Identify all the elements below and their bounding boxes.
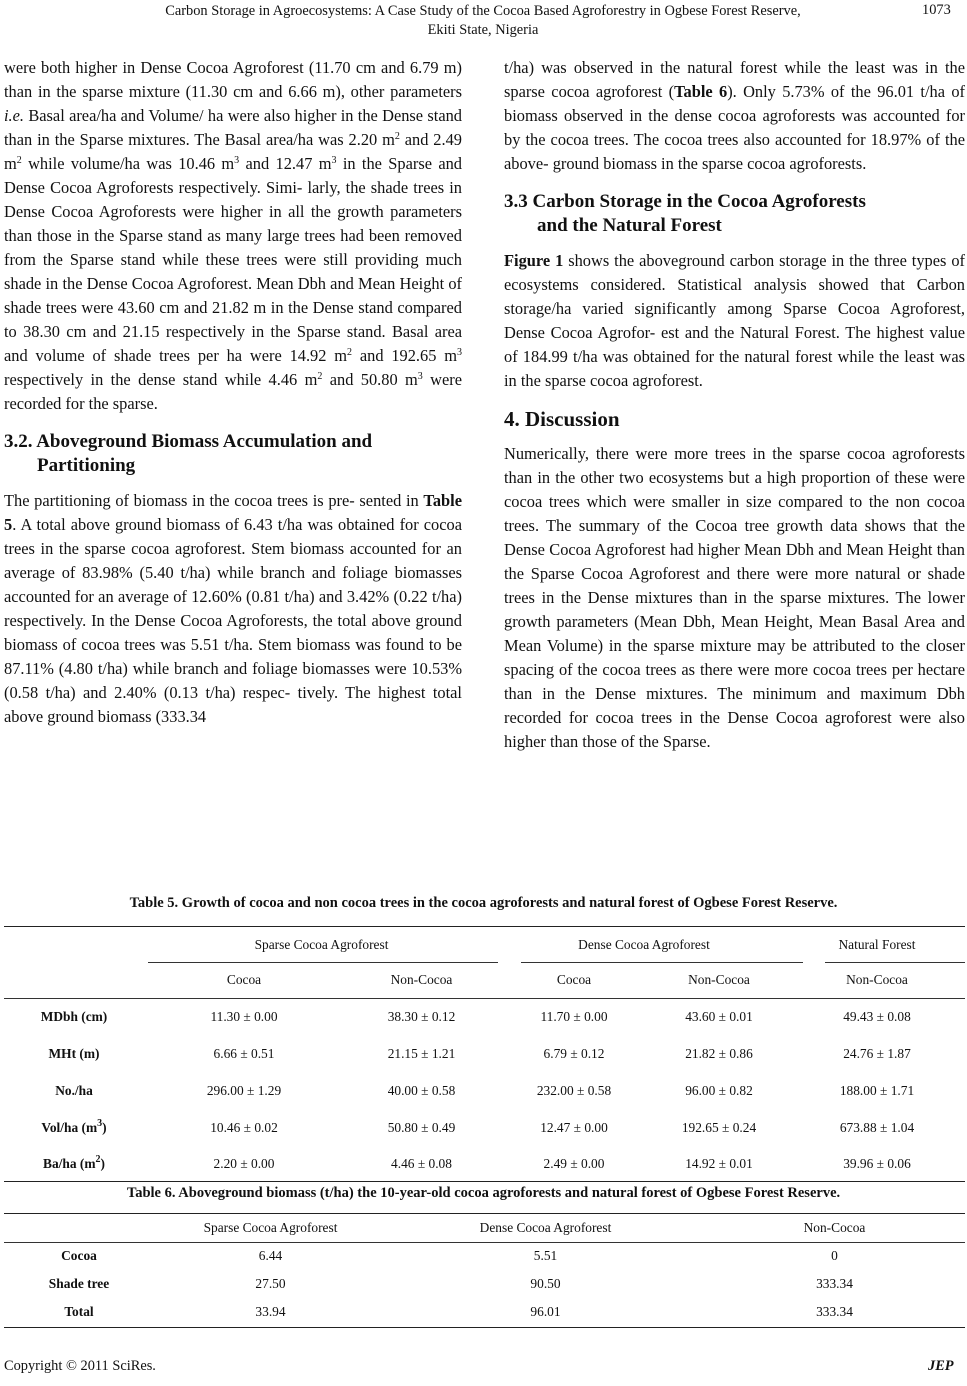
table-cell: 333.34 <box>816 1304 853 1319</box>
section-heading-4: 4. Discussion <box>504 407 620 431</box>
table-cell: 90.50 <box>530 1276 561 1291</box>
table5-sub-header: Non-Cocoa <box>688 972 750 987</box>
table-cell: 10.46 ± 0.02 <box>210 1119 278 1135</box>
table-cell: 5.51 <box>533 1248 558 1263</box>
table6-bottom-rule <box>4 1327 965 1328</box>
table6-header: Sparse Cocoa Agroforest <box>203 1220 338 1235</box>
copyright-notice: Copyright © 2011 SciRes. <box>4 1358 156 1374</box>
table5-sub-header: Non-Cocoa <box>846 972 908 987</box>
table-cell: 6.66 ± 0.51 <box>213 1046 275 1061</box>
table-cell: 6.44 <box>258 1248 283 1263</box>
row-label: Ba/ha $(m^2)$ <box>43 1154 105 1171</box>
table-cell: 50.80 ± 0.49 <box>387 1119 456 1135</box>
table-cell: 27.50 <box>255 1276 286 1291</box>
table6 <box>4 1214 965 1326</box>
table5-top-rule <box>4 926 965 927</box>
row-label: MHt (m) <box>48 1046 100 1061</box>
row-label: Vol/ha $(m^3)$ <box>41 1117 107 1135</box>
table6-header: Non-Cocoa <box>803 1220 866 1235</box>
table5-group-header: Natural Forest <box>838 937 916 952</box>
right-paragraph-1: t/ha) was observed in the natural forest while the least was in the sparse cocoa agroforest (Table 6). Only 5.73% of the 96.01 t/ha of biomass observed in the dense cocoa agroforests was accounted for by the cocoa trees. The cocoa trees also accounted for 18.97% of the above- ground biomass in the sparse cocoa agroforests. <box>504 58 965 173</box>
table-cell: 96.01 <box>530 1304 561 1319</box>
table5-sub-header: Non-Cocoa <box>390 972 453 987</box>
table-cell: 39.96 ± 0.06 <box>843 1156 911 1171</box>
table-cell: 2.20 ± 0.00 <box>213 1156 275 1171</box>
table5-bottom-rule <box>4 1181 965 1182</box>
row-label: Total <box>64 1304 94 1319</box>
running-title-line1: Carbon Storage in Agroecosystems: A Case Study of the Cocoa Based Agroforestry in Ogbese Forest Reserve, <box>165 3 801 19</box>
table-cell: 24.76 ± 1.87 <box>843 1046 911 1061</box>
table-cell: 12.47 ± 0.00 <box>540 1119 608 1135</box>
table-cell: 43.60 ± 0.01 <box>685 1009 753 1024</box>
table-row <box>4 1036 965 1072</box>
table-cell: 96.00 ± 0.82 <box>685 1082 753 1098</box>
table-row <box>4 1109 965 1146</box>
table-cell: 0 <box>831 1248 838 1263</box>
table5-sub-header-row <box>4 962 965 998</box>
table-cell: 188.00 ± 1.71 <box>839 1082 915 1098</box>
table5-sub-header: Cocoa <box>556 972 592 987</box>
table-cell: 40.00 ± 0.58 <box>387 1082 456 1098</box>
table-cell: 49.43 ± 0.08 <box>843 1009 911 1024</box>
left-paragraph-1: were both higher in Dense Cocoa Agroforest (11.70 cm and 6.79 m) than in the sparse mixture (11.30 cm and 6.66 m), other parameters i.e. Basal area/ha and Volume/ ha were also higher in the Dense stand than in the Sparse mixtures. The Basal area/ha was 2.20 $m^2$ and 2.49 $m^2$ while volume/ha was 10.46 $m^3$ and 12.47 $m^3$ in the Sparse and Dense Cocoa Agroforests respectively. Simi- larly, the shade trees in Dense Cocoa Agroforests were higher in all the growth parameters than those in the Sparse stand as many large trees had been removed from the Sparse stand while these trees were still providing much shade in the Dense Cocoa Agroforest. Mean Dbh and Mean Height of shade trees were 43.60 cm and 21.82 m in the Dense stand compared to 38.30 cm and 21.15 respectively in the Sparse stand. Basal area and volume of shade trees per ha were 14.92 $m^2$ and 192.65 $m^3$ respectively in the dense stand while 4.46 $m^2$ and 50.80 $m^3$ were recorded for the sparse. <box>4 58 463 413</box>
right-column <box>504 56 965 764</box>
section-heading-3-2: 3.2. Aboveground Biomass Accumulation and Partitioning <box>4 431 373 476</box>
table-cell: 232.00 ± 0.58 <box>536 1082 612 1098</box>
table-row <box>4 1270 965 1298</box>
row-label: Shade tree <box>48 1276 110 1291</box>
table-cell: 14.92 ± 0.01 <box>685 1156 753 1171</box>
table-row <box>4 1072 965 1109</box>
table5-reference[interactable]: Table 5 <box>4 491 462 534</box>
right-paragraph-3: Numerically, there were more trees in the sparse cocoa agroforests than in the other two ecosystems but a high proportion of these were cocoa trees which were smaller in size compared to the non cocoa trees. The summary of the Cocoa tree growth data shows that the Dense Cocoa Agroforest had higher Mean Dbh and Mean Height than the Sparse Cocoa Agroforest and there were more natural or shade trees in the Dense mixtures than in the sparse mixtures. The lower growth parameters (Mean Dbh, Mean Height, Mean Basal Area and Mean Volume) in the sparse mixture may be attributed to the closer spacing of the cocoa trees as there were more cocoa trees per hectare than in the Dense mixtures. The minimum and maximum Dbh recorded for cocoa trees in the Dense Cocoa agroforest were also higher than those of the Sparse. <box>504 444 965 751</box>
table5-group-header: Sparse Cocoa Agroforest <box>254 937 389 952</box>
table5-group-header: Dense Cocoa Agroforest <box>578 937 710 952</box>
table-row <box>4 1298 965 1326</box>
table-cell: 2.49 ± 0.00 <box>543 1156 605 1171</box>
page-number: 1073 <box>922 2 951 18</box>
row-label: No./ha <box>55 1082 93 1098</box>
table6-header-row <box>4 1214 965 1242</box>
table-cell: 4.46 ± 0.08 <box>391 1156 452 1171</box>
table-row <box>4 1146 965 1182</box>
right-paragraph-2: Figure 1 shows the aboveground carbon storage in the three types of ecosystems considered. Statistical analysis showed that Carbon storage/ha varied significantly among Sparse Cocoa Agroforest, Dense Cocoa Agrofor- est and the Natural Forest. The highest value of 184.99 t/ha was obtained for the natural forest while the least was in the sparse cocoa agroforest. <box>504 251 965 390</box>
left-column <box>4 56 462 739</box>
section-heading-3-3: 3.3 Carbon Storage in the Cocoa Agroforests and the Natural Forest <box>504 191 866 236</box>
running-title-line2: Ekiti State, Nigeria <box>427 22 539 38</box>
table-row <box>4 1242 965 1270</box>
table-cell: 296.00 ± 1.29 <box>206 1082 282 1098</box>
table-cell: 33.94 <box>255 1304 286 1319</box>
table5-caption: Table 5. Growth of cocoa and non cocoa trees in the cocoa agroforests and natural forest of Ogbese Forest Reserve. <box>129 895 838 911</box>
table-cell: 11.70 ± 0.00 <box>540 1009 608 1024</box>
table-cell: 38.30 ± 0.12 <box>387 1009 456 1024</box>
table6-header: Dense Cocoa Agroforest <box>479 1220 612 1235</box>
table-cell: 333.34 <box>816 1276 853 1291</box>
table5-group-header-row <box>4 928 965 962</box>
table6-reference[interactable]: Table 6 <box>674 82 728 101</box>
table-cell: 6.79 ± 0.12 <box>543 1046 605 1061</box>
figure1-reference[interactable]: Figure 1 <box>504 251 564 270</box>
table-cell: 21.82 ± 0.86 <box>685 1046 753 1061</box>
row-label: MDbh (cm) <box>40 1009 108 1024</box>
table-cell: 21.15 ± 1.21 <box>387 1046 456 1061</box>
table-row <box>4 998 965 1036</box>
table-cell: 192.65 ± 0.24 <box>681 1119 757 1135</box>
journal-abbreviation: JEP <box>928 1358 954 1374</box>
table-cell: 673.88 ± 1.04 <box>839 1119 915 1135</box>
table6-caption: Table 6. Aboveground biomass (t/ha) the 10-year-old cocoa agroforests and natural forest of Ogbese Forest Reserve. <box>126 1185 841 1201</box>
table5-sub-header: Cocoa <box>226 972 262 987</box>
running-header <box>60 2 906 40</box>
table5 <box>4 928 965 1182</box>
row-label: Cocoa <box>61 1248 97 1263</box>
left-paragraph-2: The partitioning of biomass in the cocoa trees is pre- sented in Table 5. A total above ground biomass of 6.43 t/ha was obtained for cocoa trees in the sparse cocoa agroforest. Stem biomass accounted for an average of 83.98% (5.40 t/ha) while branch and foliage biomasses accounted for an average of 12.60% (0.81 t/ha) and 3.42% (0.22 t/ha) respectively. In the Dense Cocoa Agroforests, the total above ground biomass of cocoa trees was 5.51 t/ha. Stem biomass was found to be 87.11% (4.80 t/ha) while branch and foliage biomasses were 10.53% (0.58 t/ha) and 2.40% (0.13 t/ha) respec- tively. The highest total above ground biomass (333.34 <box>4 491 462 726</box>
table-cell: 11.30 ± 0.00 <box>210 1009 278 1024</box>
